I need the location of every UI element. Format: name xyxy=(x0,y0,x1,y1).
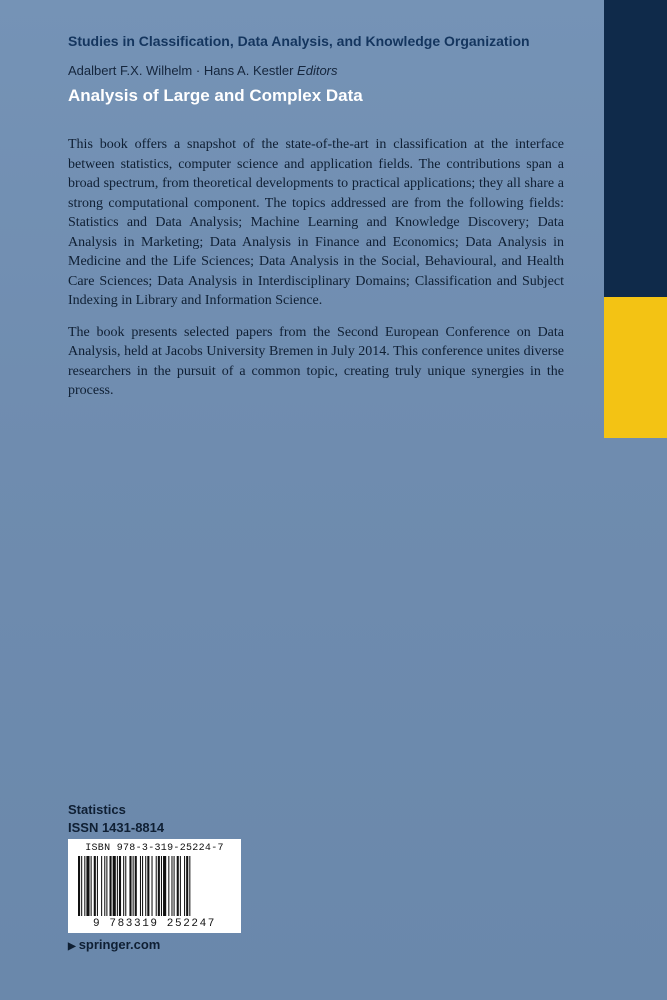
barcode-bar xyxy=(140,856,141,916)
yellow-stripe xyxy=(604,297,667,438)
subject-label: Statistics xyxy=(68,802,126,817)
barcode-bar xyxy=(94,856,96,916)
issn-label: ISSN 1431-8814 xyxy=(68,820,165,835)
barcode-bar xyxy=(81,856,82,916)
barcode-bar xyxy=(174,856,175,916)
editors-line xyxy=(68,63,338,78)
blurb-line: a broad spectrum, from theoretical developments to practical applications; they xyxy=(68,156,565,191)
barcode-bar xyxy=(119,856,121,916)
barcode-bar xyxy=(135,856,137,916)
barcode-bar xyxy=(180,856,181,916)
barcode-bar xyxy=(123,856,124,916)
barcode-bar xyxy=(186,856,188,916)
dark-blue-stripe xyxy=(604,0,667,297)
blurb-line: This book offers a snapshot of the state-of-the-art in classification at the interface xyxy=(68,137,564,152)
barcode-bar xyxy=(168,856,169,916)
editor-names: Adalbert F.X. Wilhelm · Hans A. Kestler xyxy=(68,63,294,78)
barcode-bar xyxy=(184,856,185,916)
barcode-bar xyxy=(171,856,172,916)
blurb-line: all share a strong computational component. The topics addressed are from the xyxy=(68,176,565,211)
barcode-bar xyxy=(117,856,118,916)
blurb-line: in the process. xyxy=(68,363,565,398)
barcode-bar xyxy=(113,856,116,916)
barcode-bar xyxy=(145,856,146,916)
barcode-bar xyxy=(97,856,98,916)
publisher-link[interactable] xyxy=(68,937,160,952)
barcode-digits: 9 783319 252247 xyxy=(92,918,217,930)
play-arrow-icon: ▶ xyxy=(68,941,76,952)
barcode-bar xyxy=(125,856,126,916)
blurb-line: Data Analysis in Medicine and the Life Sciences; Data Analysis in the Social, xyxy=(68,234,564,269)
blurb-line: Analysis, held at Jacobs University Bremen in July 2014. This conference unites xyxy=(68,344,520,359)
blurb-line: following fields: Statistics and Data Analysis; Machine Learning and Knowledge xyxy=(68,195,565,230)
barcode-bar xyxy=(147,856,149,916)
editors-role: Editors xyxy=(297,63,338,78)
blurb-line: Discovery; Data Analysis in Marketing; Data Analysis in Finance and Economics; xyxy=(68,215,564,250)
barcode xyxy=(68,839,241,933)
barcode-bar xyxy=(101,856,102,916)
barcode-bar xyxy=(86,856,89,916)
barcode-bars xyxy=(78,856,231,916)
series-title: Studies in Classification, Data Analysis, and Knowledge Organization xyxy=(68,33,530,49)
barcode-bar xyxy=(158,856,160,916)
barcode-bar xyxy=(156,856,157,916)
barcode-bar xyxy=(129,856,131,916)
barcode-bar xyxy=(78,856,80,916)
blurb-paragraph-1 xyxy=(68,135,564,311)
blurb-line: Behavioural, and Health Care Sciences; Data Analysis in Interdisciplinary Domains; xyxy=(68,254,565,289)
barcode-bar xyxy=(152,856,153,916)
barcode-bar xyxy=(142,856,143,916)
barcode-bar xyxy=(189,856,190,916)
barcode-bar xyxy=(104,856,105,916)
book-title: Analysis of Large and Complex Data xyxy=(68,86,363,105)
barcode-bar xyxy=(110,856,112,916)
blurb-line: diverse researchers in the pursuit of a common topic, creating truly unique synergies xyxy=(68,344,564,379)
publisher-url: springer.com xyxy=(78,937,161,952)
barcode-bar xyxy=(163,856,166,916)
blurb-line: Classification and Subject Indexing in Library and Information Science. xyxy=(68,273,565,308)
subject-block xyxy=(68,801,164,837)
isbn-label: ISBN 978-3-319-25224-7 xyxy=(85,843,224,854)
barcode-bar xyxy=(133,856,134,916)
blurb xyxy=(68,135,564,413)
barcode-bar xyxy=(84,856,85,916)
blurb-line: between statistics, computer science and application fields. The contributions span xyxy=(68,156,552,172)
barcode-bar xyxy=(91,856,92,916)
barcode-bar xyxy=(106,856,107,916)
blurb-paragraph-2 xyxy=(68,323,564,401)
blurb-line: The book presents selected papers from the Second European Conference on Data xyxy=(68,324,564,340)
barcode-bar xyxy=(161,856,162,916)
barcode-bar xyxy=(177,856,179,916)
